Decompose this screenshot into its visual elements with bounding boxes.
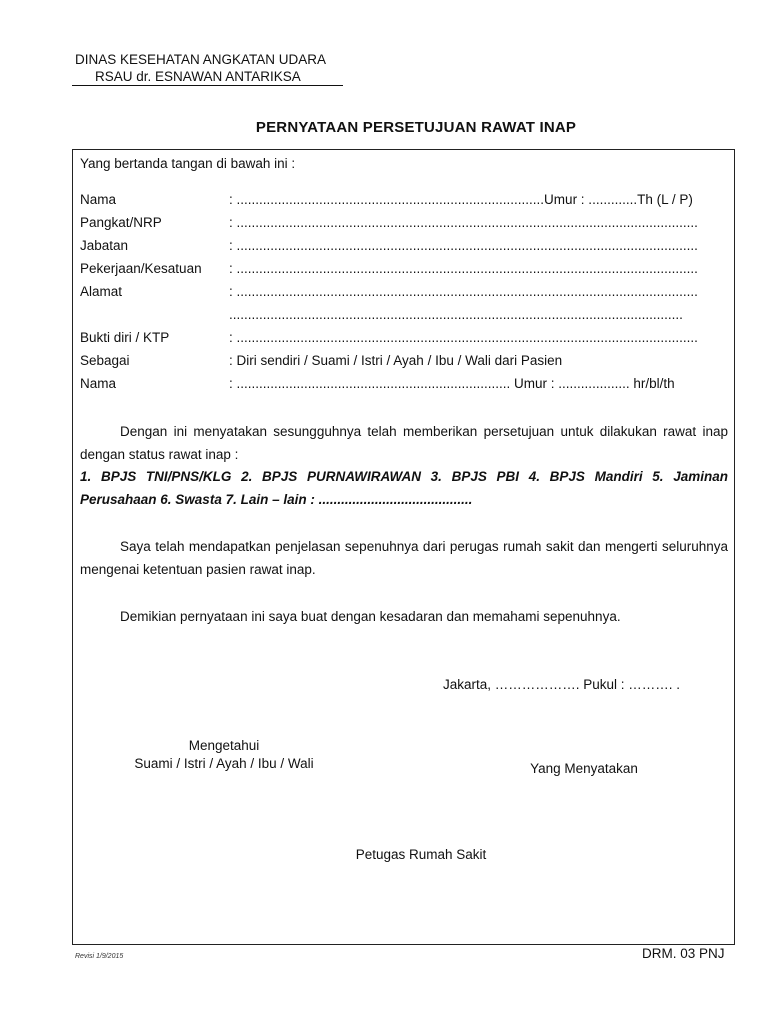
field-label: Jabatan: [80, 238, 129, 253]
explanation-paragraph: Saya telah mendapatkan penjelasan sepenuhnya dari perugas rumah sakit dan mengerti seluruhnya mengenai ketentuan pasien rawat inap.: [80, 539, 728, 577]
field-row-ktp[interactable]: [80, 330, 716, 350]
field-label: Sebagai: [80, 353, 130, 368]
document-title: PERNYATAAN PERSETUJUAN RAWAT INAP: [255, 119, 577, 136]
org-name-line1: DINAS KESEHATAN ANGKATAN UDARA: [75, 52, 327, 67]
place-time-line[interactable]: Jakarta, ………………. Pukul : ………. .: [443, 677, 681, 692]
field-value[interactable]: .........................................................................................................................: [229, 307, 683, 322]
field-row-alamat-cont[interactable]: [80, 307, 716, 327]
field-value[interactable]: : ......................................................................... Umur : ................... hr/bl/th: [229, 376, 675, 391]
field-value[interactable]: : ..................................................................................Umur : .............Th (L / P): [229, 192, 693, 207]
yang-menyatakan-label: Yang Menyatakan: [530, 761, 638, 776]
intro-text: [80, 156, 716, 176]
field-row-nama[interactable]: [80, 192, 716, 212]
field-row-nama-pasien[interactable]: [80, 376, 716, 396]
mengetahui-label: Mengetahui: [188, 738, 260, 753]
mengetahui-sub-label: Suami / Istri / Ayah / Ibu / Wali: [134, 756, 314, 771]
field-label: Nama: [80, 192, 117, 207]
field-value[interactable]: : Diri sendiri / Suami / Istri / Ayah / Ibu / Wali dari Pasien: [229, 353, 563, 368]
header-underline: [72, 85, 343, 86]
closing-paragraph: Demikian pernyataan ini saya buat dengan kesadaran dan memahami sepenuhnya.: [120, 609, 621, 624]
intro-label: Yang bertanda tangan di bawah ini :: [80, 156, 296, 171]
field-value[interactable]: : ...........................................................................................................................: [229, 261, 698, 276]
field-row-pekerjaan[interactable]: [80, 261, 716, 281]
field-value[interactable]: : ...........................................................................................................................: [229, 238, 698, 253]
petugas-label: Petugas Rumah Sakit: [355, 847, 487, 862]
document-code: DRM. 03 PNJ: [642, 946, 725, 961]
field-value[interactable]: : ...........................................................................................................................: [229, 284, 698, 299]
field-label: Pangkat/NRP: [80, 215, 162, 230]
org-name-line2: RSAU dr. ESNAWAN ANTARIKSA: [95, 69, 301, 84]
field-label: Bukti diri / KTP: [80, 330, 170, 345]
status-options[interactable]: 1. BPJS TNI/PNS/KLG 2. BPJS PURNAWIRAWAN 3. BPJS PBI 4. BPJS Mandiri 5. Jaminan Perusahaan 6. Swasta 7. Lain – lain : .........................................: [80, 469, 728, 507]
field-row-alamat[interactable]: [80, 284, 716, 304]
field-value[interactable]: : ...........................................................................................................................: [229, 330, 698, 345]
field-row-pangkat[interactable]: [80, 215, 716, 235]
field-label: Pekerjaan/Kesatuan: [80, 261, 202, 276]
consent-paragraph: Dengan ini menyatakan sesungguhnya telah memberikan persetujuan untuk dilakukan rawat inap dengan status rawat inap :: [80, 424, 728, 462]
field-row-sebagai[interactable]: [80, 353, 716, 373]
field-label: Alamat: [80, 284, 123, 299]
revision-note: Revisi 1/9/2015: [75, 953, 124, 960]
field-value[interactable]: : ...........................................................................................................................: [229, 215, 698, 230]
field-label: Nama: [80, 376, 117, 391]
field-row-jabatan[interactable]: [80, 238, 716, 258]
